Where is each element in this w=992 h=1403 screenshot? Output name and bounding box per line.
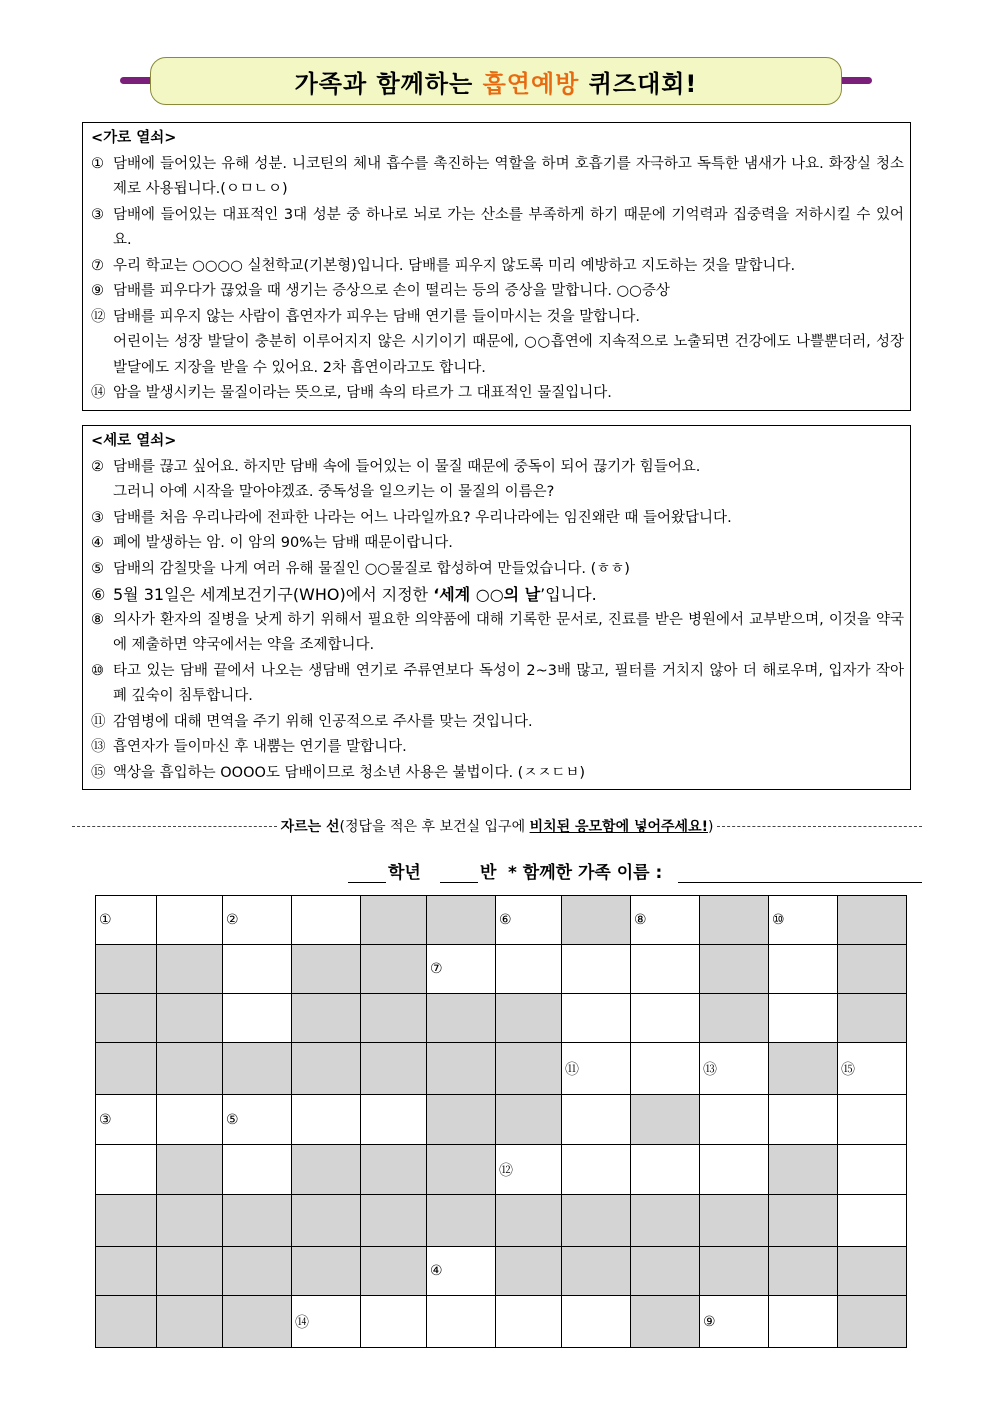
grid-cell[interactable] (361, 1296, 427, 1348)
grid-cell[interactable] (223, 994, 292, 1043)
grid-cell[interactable] (223, 896, 292, 945)
grid-cell[interactable] (700, 1095, 769, 1145)
grid-cell[interactable] (223, 1145, 292, 1195)
grid-cell-shaded (157, 994, 223, 1043)
grid-cell-shaded (292, 945, 361, 994)
grid-cell-shaded (700, 1247, 769, 1296)
grid-cell-shaded (838, 994, 907, 1043)
grid-cell-shaded (96, 945, 157, 994)
clue-item: ② 담배를 끊고 싶어요. 하지만 담배 속에 들어있는 이 물질 때문에 중독이 되어 끊기가 힘들어요. (91, 458, 701, 475)
family-name-blank[interactable] (678, 882, 922, 883)
grid-cell[interactable] (496, 1296, 562, 1348)
clue-item: ⑭ 암을 발생시키는 물질이라는 뜻으로, 담배 속의 타르가 그 대표적인 물질입니다. (91, 385, 612, 401)
grid-cell-shaded (562, 1247, 631, 1296)
clue-continuation: 어린이는 성장 발달이 충분히 이루어지지 않은 시기이기 때문에, ○○흡연에 지속적으로 노출되면 건강에도 나쁠뿐더러, 성장 발달에도 지장을 받을 수 있어요. 2차 흡연이라고도 합니다. (113, 334, 904, 376)
grid-cell-shaded (769, 1247, 838, 1296)
cell-number-label: ④ (430, 1263, 443, 1279)
grid-cell-shaded (157, 945, 223, 994)
grid-cell-shaded (427, 1145, 496, 1195)
grid-cell-shaded (361, 1145, 427, 1195)
grid-cell-shaded (562, 1195, 631, 1247)
grid-cell[interactable] (157, 1095, 223, 1145)
grid-cell-shaded (562, 896, 631, 945)
grid-cell[interactable] (292, 896, 361, 945)
grid-cell-shaded (157, 1195, 223, 1247)
title-banner (120, 55, 872, 107)
clue-item: ③ 담배에 들어있는 대표적인 3대 성분 중 하나로 뇌로 가는 산소를 부족하게 하기 때문에 기억력과 집중력을 저하시킬 수 있어요. (91, 206, 904, 248)
clue-item: ⑩ 타고 있는 담배 끝에서 나오는 생담배 연기로 주류연보다 독성이 2~3배 많고, 필터를 거치지 않아 더 해로우며, 입자가 작아 폐 깊숙이 침투합니다. (91, 662, 904, 704)
cell-number-label: ⑬ (703, 1061, 717, 1078)
grid-cell-shaded (223, 1195, 292, 1247)
clue-item: ③ 담배를 처음 우리나라에 전파한 나라는 어느 나라일까요? 우리나라에는 임진왜란 때 들어왔답니다. (91, 509, 732, 526)
grid-cell-shaded (96, 1043, 157, 1095)
cell-number-label: ⑭ (295, 1314, 309, 1331)
grid-cell-shaded (361, 1043, 427, 1095)
grid-cell-shaded (769, 1043, 838, 1095)
grid-cell-shaded (223, 1296, 292, 1348)
grid-cell[interactable] (427, 1247, 496, 1296)
grid-cell-shaded (700, 896, 769, 945)
grid-cell[interactable] (496, 896, 562, 945)
grid-cell-shaded (496, 994, 562, 1043)
down-header: <세로 열쇠> (91, 433, 177, 449)
clue-item: ⑦ 우리 학교는 ○○○○ 실천학교(기본형)입니다. 담배를 피우지 않도록 미리 예방하고 지도하는 것을 말합니다. (91, 257, 796, 274)
grid-cell-shaded (769, 1145, 838, 1195)
grid-cell-shaded (361, 1247, 427, 1296)
grid-cell[interactable] (96, 1145, 157, 1195)
grid-cell-shaded (96, 1195, 157, 1247)
grid-cell[interactable] (769, 896, 838, 945)
grid-cell-shaded (631, 1195, 700, 1247)
grid-cell[interactable] (631, 1145, 700, 1195)
grid-cell[interactable] (427, 945, 496, 994)
grid-cell[interactable] (562, 994, 631, 1043)
grid-cell-shaded (496, 1195, 562, 1247)
grid-cell-shaded (96, 1296, 157, 1348)
grid-cell[interactable] (562, 1095, 631, 1145)
grid-cell[interactable] (769, 1095, 838, 1145)
grid-cell[interactable] (838, 1145, 907, 1195)
grid-cell-shaded (838, 896, 907, 945)
clue-item: ① 담배에 들어있는 유해 성분. 니코틴의 체내 흡수를 촉진하는 역할을 하며 호흡기를 자극하고 독특한 냄새가 나요. 화장실 청소제로 사용됩니다.(ㅇㅁㄴㅇ) (91, 155, 904, 197)
clue-continuation: 그러니 아예 시작을 말아야겠죠. 중독성을 일으키는 이 물질의 이름은? (113, 484, 555, 500)
grid-cell[interactable] (631, 896, 700, 945)
grid-cell-shaded (292, 1247, 361, 1296)
grid-cell[interactable] (631, 1043, 700, 1095)
grid-cell[interactable] (700, 1296, 769, 1348)
grid-cell-shaded (838, 945, 907, 994)
grid-cell[interactable] (562, 1043, 631, 1095)
grid-cell-shaded (223, 1247, 292, 1296)
grid-cell[interactable] (562, 1145, 631, 1195)
grid-cell-shaded (157, 1247, 223, 1296)
grid-cell-shaded (700, 994, 769, 1043)
grid-cell-shaded (292, 1195, 361, 1247)
clue-item: ④ 폐에 발생하는 암. 이 암의 90%는 담배 때문이랍니다. (91, 535, 453, 551)
class-label: 반 (480, 863, 497, 883)
cell-number-label: ① (99, 912, 112, 928)
grid-cell[interactable] (700, 1043, 769, 1095)
banner-scroll (150, 57, 842, 105)
grid-cell-shaded (769, 1195, 838, 1247)
grid-cell-shaded (700, 1195, 769, 1247)
page-title: 가족과 함께하는 흡연예방 퀴즈대회! (294, 69, 698, 98)
grid-cell[interactable] (496, 1145, 562, 1195)
grid-cell-shaded (361, 896, 427, 945)
grid-cell[interactable] (769, 945, 838, 994)
cell-number-label: ⑥ (499, 912, 512, 928)
cell-number-label: ⑨ (703, 1313, 716, 1330)
cell-number-label: ⑮ (841, 1061, 855, 1078)
cell-number-label: ⑤ (226, 1111, 239, 1128)
grid-cell-shaded (361, 945, 427, 994)
cut-line (72, 816, 922, 836)
grid-cell[interactable] (361, 1095, 427, 1145)
clue-item: ⑫ 담배를 피우지 않는 사람이 흡연자가 피우는 담배 연기를 들이마시는 것을 말합니다. (91, 308, 640, 325)
grid-cell[interactable] (769, 994, 838, 1043)
grid-cell-shaded (496, 1095, 562, 1145)
grid-cell[interactable] (96, 1095, 157, 1145)
grid-cell-shaded (700, 945, 769, 994)
clue-item: ⑨ 담배를 피우다가 끊었을 때 생기는 증상으로 손이 떨리는 등의 증상을 말합니다. ○○증상 (91, 283, 670, 299)
across-clues-box (82, 122, 911, 411)
clue-item: ⑥ 5월 31일은 세계보건기구(WHO)에서 지정한 ‘세계 ○○의 날’입니다. (91, 585, 597, 604)
grid-cell-shaded (96, 1247, 157, 1296)
cell-number-label: ⑧ (634, 912, 647, 928)
cell-number-label: ⑩ (772, 912, 785, 928)
grid-cell[interactable] (838, 1043, 907, 1095)
grid-cell-shaded (838, 1247, 907, 1296)
grid-cell-shaded (292, 1043, 361, 1095)
cell-number-label: ② (226, 912, 239, 928)
down-clues-box (82, 425, 911, 790)
across-header: <가로 열쇠> (91, 130, 177, 146)
grid-cell-shaded (157, 1296, 223, 1348)
cell-number-label: ⑫ (499, 1162, 513, 1179)
grid-cell[interactable] (838, 1095, 907, 1145)
grid-cell[interactable] (496, 945, 562, 994)
grid-cell[interactable] (292, 1095, 361, 1145)
cell-number-label: ⑪ (565, 1061, 579, 1078)
grid-cell-shaded (292, 994, 361, 1043)
cut-dash-left (72, 826, 277, 827)
grid-cell[interactable] (223, 945, 292, 994)
clue-item: ⑪ 감염병에 대해 면역을 주기 위해 인공적으로 주사를 맞는 것입니다. (91, 713, 533, 730)
clue-item: ⑬ 흡연자가 들이마신 후 내뿜는 연기를 말합니다. (91, 739, 407, 755)
grid-cell-shaded (496, 1247, 562, 1296)
grid-cell[interactable] (631, 945, 700, 994)
class-blank[interactable] (440, 882, 478, 883)
grade-blank[interactable] (348, 882, 386, 883)
grid-cell[interactable] (157, 896, 223, 945)
clue-item: ⑮ 액상을 흡입하는 OOOO도 담배이므로 청소년 사용은 불법이다. (ㅈㅈㄷㅂ) (91, 764, 586, 781)
grid-cell-shaded (157, 1043, 223, 1095)
grid-cell-shaded (427, 896, 496, 945)
grid-cell-shaded (838, 1296, 907, 1348)
grid-cell-shaded (292, 1145, 361, 1195)
grid-cell-shaded (427, 1195, 496, 1247)
grid-cell[interactable] (769, 1296, 838, 1348)
grid-cell[interactable] (96, 896, 157, 945)
family-name-label: * 함께한 가족 이름 : (508, 863, 663, 883)
grid-cell-shaded (223, 1043, 292, 1095)
grid-cell-shaded (631, 1247, 700, 1296)
grid-cell-shaded (96, 994, 157, 1043)
grid-cell[interactable] (700, 1145, 769, 1195)
cell-number-label: ⑦ (430, 961, 443, 977)
title-highlight: 흡연예방 (482, 69, 580, 98)
cut-line-text: 자르는 선(정답을 적은 후 보건실 입구에 비치된 응모함에 넣어주세요!) (280, 819, 714, 835)
grid-cell[interactable] (427, 1296, 496, 1348)
grid-cell-shaded (427, 1043, 496, 1095)
grid-cell-shaded (361, 994, 427, 1043)
grid-cell[interactable] (292, 1296, 361, 1348)
clue-item: ⑤ 담배의 감칠맛을 나게 여러 유해 물질인 ○○물질로 합성하여 만들었습니다. (ㅎㅎ) (91, 560, 630, 577)
grid-cell-shaded (427, 994, 496, 1043)
grid-cell[interactable] (631, 994, 700, 1043)
grid-cell-shaded (631, 1095, 700, 1145)
clue-item: ⑧ 의사가 환자의 질병을 낫게 하기 위해서 필요한 의약품에 대해 기록한 문서로, 진료를 받은 병원에서 교부받으며, 이것을 약국에 제출하면 약국에서는 약을 조제합니다. (91, 611, 904, 653)
grid-cell-shaded (496, 1043, 562, 1095)
grade-label: 학년 (388, 863, 421, 883)
grid-cell-shaded (427, 1095, 496, 1145)
cell-number-label: ③ (99, 1111, 112, 1128)
grid-cell-shaded (157, 1145, 223, 1195)
grid-cell[interactable] (838, 1195, 907, 1247)
grid-cell-shaded (631, 1296, 700, 1348)
grid-cell[interactable] (562, 1296, 631, 1348)
cut-dash-right (717, 826, 922, 827)
grid-cell[interactable] (562, 945, 631, 994)
grid-cell-shaded (361, 1195, 427, 1247)
crossword-grid (95, 895, 907, 1348)
grid-cell[interactable] (223, 1095, 292, 1145)
